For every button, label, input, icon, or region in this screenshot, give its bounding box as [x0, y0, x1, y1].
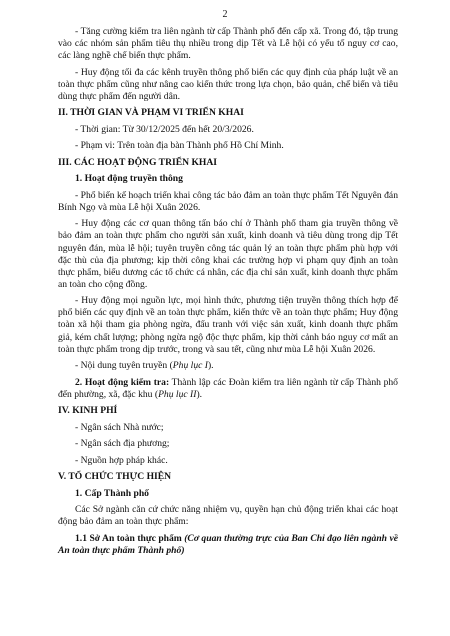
- inspection-activity: [58, 377, 398, 401]
- content-prefix: - Nội dung tuyên truyền (: [75, 360, 173, 372]
- paragraph-media: - Huy động tối đa các kênh truyền thông phổ biến các quy định của pháp luật về an toàn thực phẩm cũng như nâng cao kiến thức trong lựa chọn, bảo quản, chế biến và tiêu dùng thực phẩm đến người dân.: [58, 66, 398, 102]
- subheading-food-safety-dept: [58, 533, 398, 557]
- appendix-2-ref: Phụ lục II: [158, 388, 197, 400]
- paragraph-inspection: - Tăng cường kiểm tra liên ngành từ cấp Thành phố đến cấp xã. Trong đó, tập trung vào các nhóm sản phẩm tiêu thụ nhiều trong dịp Tết và Lễ hội có yếu tố nguy cơ cao, các làng nghề chế biến thực phẩm.: [58, 26, 398, 62]
- heading-time-scope: II. THỜI GIAN VÀ PHẠM VI TRIỂN KHAI: [58, 107, 244, 119]
- inspection-suffix: ).: [196, 388, 203, 400]
- communication-item-3: - Huy động mọi nguồn lực, mọi hình thức, phương tiện truyền thông thích hợp để phổ biến các quy định về an toàn thực phẩm, kiến thức về an toàn thực phẩm; Huy động toàn xã hội tham gia phòng ngừa, đấu tranh với việc sản xuất, kinh doanh thực phẩm giả, kém chất lượng; phòng ngừa ngộ độc thực phẩm, kịp thời cảnh báo nguy cơ mất an toàn thực phẩm trong dịp trước, trong và sau tết, cũng như mùa Lễ hội Xuân 2026.: [58, 295, 398, 355]
- heading-funding: IV. KINH PHÍ: [58, 405, 118, 417]
- appendix-1-ref: Phụ lục I: [172, 360, 208, 372]
- content-suffix: ).: [207, 360, 214, 372]
- time-line: - Thời gian: Từ 30/12/2025 đến hết 20/3/2026.: [75, 123, 254, 135]
- food-safety-dept-detail: (Cơ quan thường trực của Ban Chỉ đạo liên ngành về An toàn thực phẩm Thành phố): [58, 532, 398, 556]
- communication-item-1: - Phổ biến kế hoạch triển khai công tác bảo đảm an toàn thực phẩm Tết Nguyên đán Bính Ngọ và mùa Lễ hội Xuân 2026.: [58, 189, 398, 213]
- funding-item-3: - Nguồn hợp pháp khác.: [75, 454, 168, 466]
- communication-item-2: - Huy động các cơ quan thông tấn báo chí ở Thành phố tham gia truyền thông về bảo đảm an toàn thực phẩm cho người sản xuất, kinh doanh và tiêu dùng trong dịp Tết nguyên đán, mùa lễ hội; tuyên truyền công tác quản lý an toàn thực phẩm phù hợp với đặc thù của địa phương; kịp thời công khai các trường hợp vi phạm quy định an toàn thực phẩm, biểu dương các tổ chức cá nhân, các địa chỉ sản xuất, kinh doanh thực phẩm an toàn cho cộng đồng.: [58, 218, 398, 290]
- heading-implementation: V. TỔ CHỨC THỰC HIỆN: [58, 471, 172, 483]
- funding-item-1: - Ngân sách Nhà nước;: [75, 421, 164, 433]
- subheading-city-level: 1. Cấp Thành phố: [75, 487, 149, 499]
- page-number: 2: [222, 9, 228, 20]
- heading-activities: III. CÁC HOẠT ĐỘNG TRIỂN KHAI: [58, 156, 218, 168]
- scope-line: - Phạm vi: Trên toàn địa bàn Thành phố Hồ Chí Minh.: [75, 140, 284, 152]
- city-level-text: Các Sở ngành căn cứ chức năng nhiệm vụ, quyền hạn chủ động triển khai các hoạt động bảo đảm an toàn thực phẩm:: [58, 504, 398, 528]
- funding-item-2: - Ngân sách địa phương;: [75, 438, 170, 450]
- document-body: [58, 26, 398, 557]
- communication-content-line: [58, 360, 398, 372]
- food-safety-dept-label: 1.1 Sở An toàn thực phẩm: [75, 532, 185, 544]
- subheading-communication: 1. Hoạt động truyền thông: [75, 173, 183, 185]
- inspection-text: Thành lập các Đoàn kiểm tra liên ngành từ cấp Thành phố đến phường, xã, đặc khu (: [58, 376, 398, 400]
- subheading-inspection: 2. Hoạt động kiểm tra:: [75, 376, 170, 388]
